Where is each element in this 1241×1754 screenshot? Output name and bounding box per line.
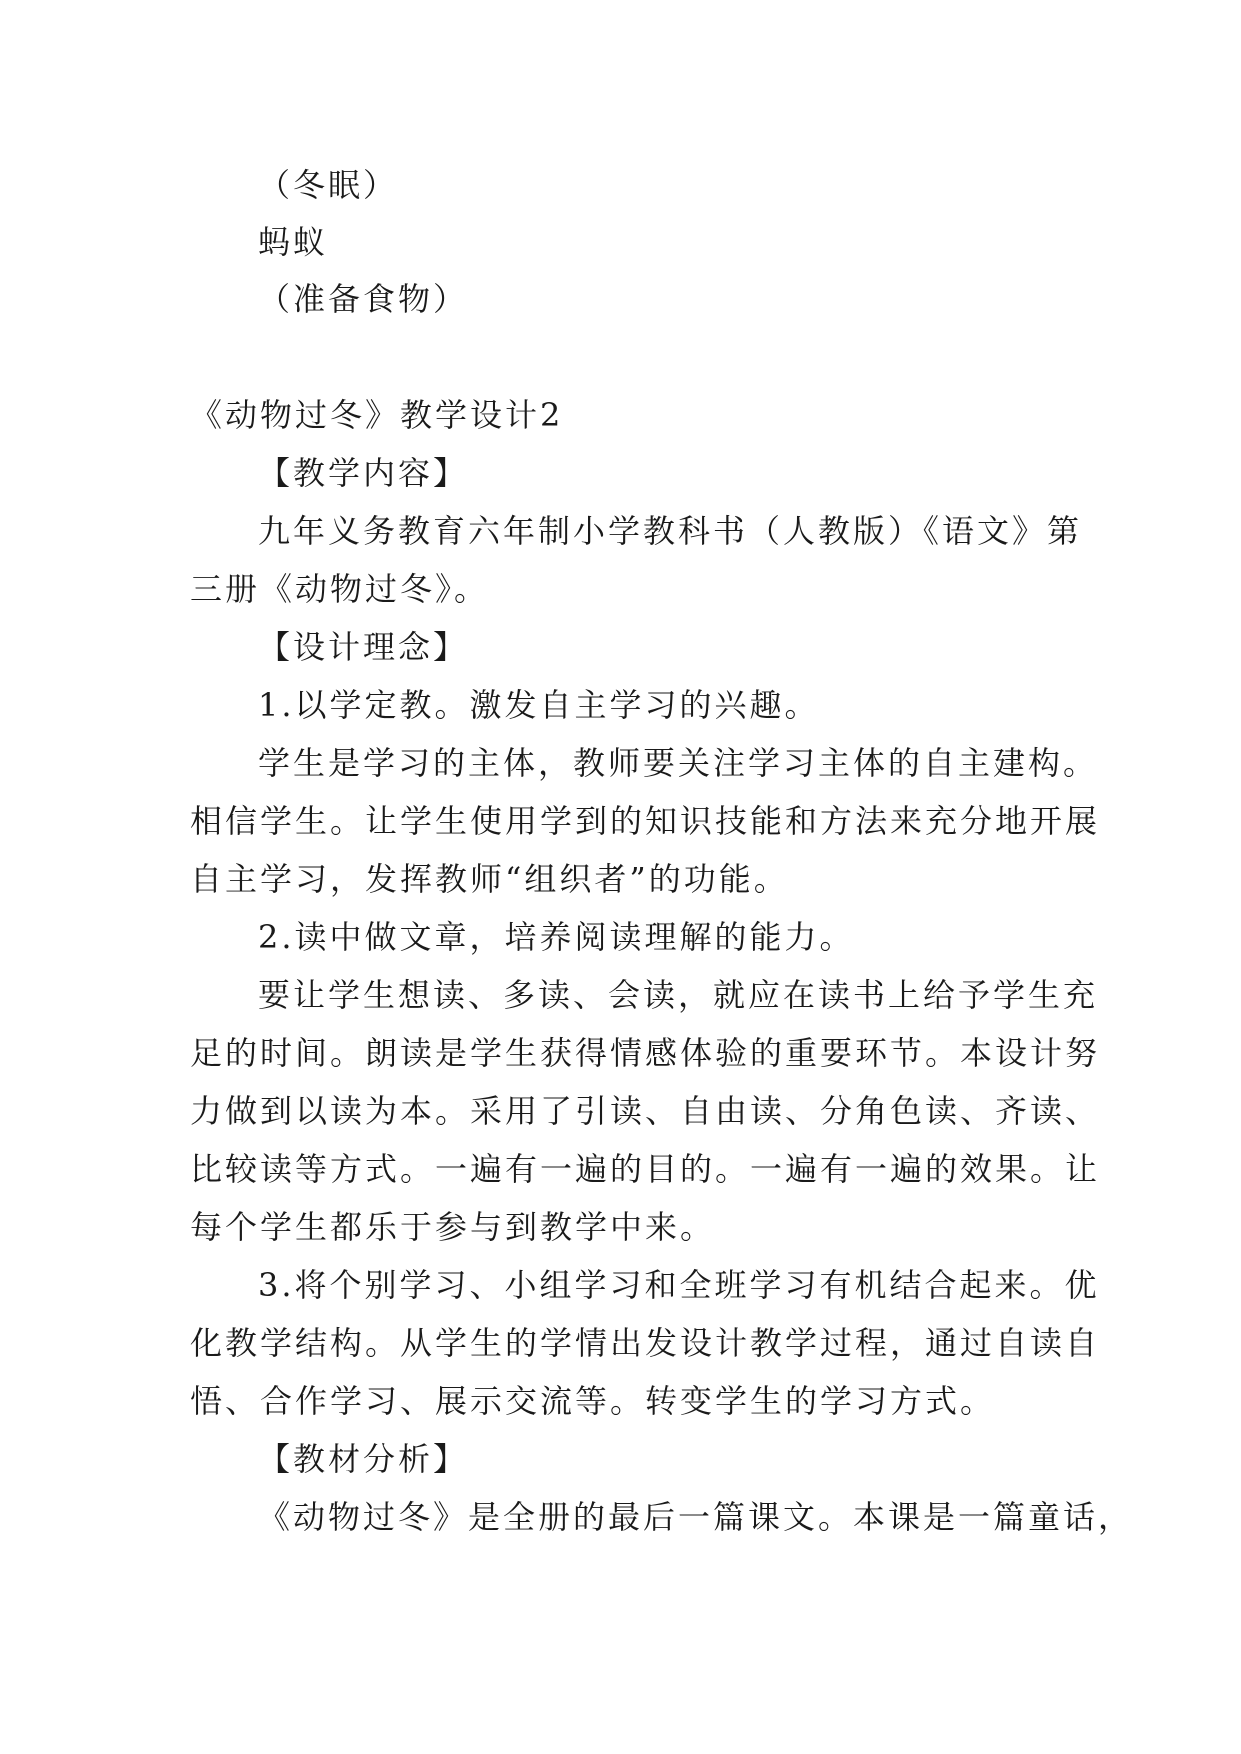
list-item: 3.将个别学习、小组学习和全班学习有机结合起来。优 bbox=[258, 1266, 1100, 1304]
section-title: 《动物过冬》教学设计2 bbox=[190, 396, 564, 434]
paragraph-line: 要让学生想读、多读、会读，就应在读书上给予学生充 bbox=[258, 976, 1099, 1014]
text-line: 蚂蚁 bbox=[258, 223, 329, 261]
list-item: 1.以学定教。激发自主学习的兴趣。 bbox=[258, 686, 820, 724]
paragraph-line: 学生是学习的主体，教师要关注学习主体的自主建构。 bbox=[258, 744, 1099, 782]
paragraph-line: 足的时间。朗读是学生获得情感体验的重要环节。本设计努 bbox=[190, 1034, 1101, 1072]
section-heading: 【教学内容】 bbox=[258, 454, 469, 492]
text-line: （准备食物） bbox=[258, 280, 469, 318]
paragraph-line: 比较读等方式。一遍有一遍的目的。一遍有一遍的效果。让 bbox=[190, 1150, 1101, 1188]
paragraph-line: 相信学生。让学生使用学到的知识技能和方法来充分地开展 bbox=[190, 802, 1101, 840]
paragraph-line: 《动物过冬》是全册的最后一篇课文。本课是一篇童话， bbox=[258, 1498, 1134, 1536]
paragraph-line: 悟、合作学习、展示交流等。转变学生的学习方式。 bbox=[190, 1382, 996, 1420]
paragraph-line: 九年义务教育六年制小学教科书（人教版）《语文》第 bbox=[258, 512, 1083, 550]
paragraph-line: 力做到以读为本。采用了引读、自由读、分角色读、齐读、 bbox=[190, 1092, 1101, 1130]
list-item: 2.读中做文章，培养阅读理解的能力。 bbox=[258, 918, 855, 956]
paragraph-line: 每个学生都乐于参与到教学中来。 bbox=[190, 1208, 716, 1246]
paragraph-line: 化教学结构。从学生的学情出发设计教学过程，通过自读自 bbox=[190, 1324, 1101, 1362]
text-line: （冬眠） bbox=[258, 166, 399, 204]
section-heading: 【教材分析】 bbox=[258, 1440, 469, 1478]
paragraph-line: 三册《动物过冬》。 bbox=[190, 570, 490, 608]
section-heading: 【设计理念】 bbox=[258, 628, 469, 666]
paragraph-line: 自主学习，发挥教师“组织者”的功能。 bbox=[190, 860, 789, 898]
